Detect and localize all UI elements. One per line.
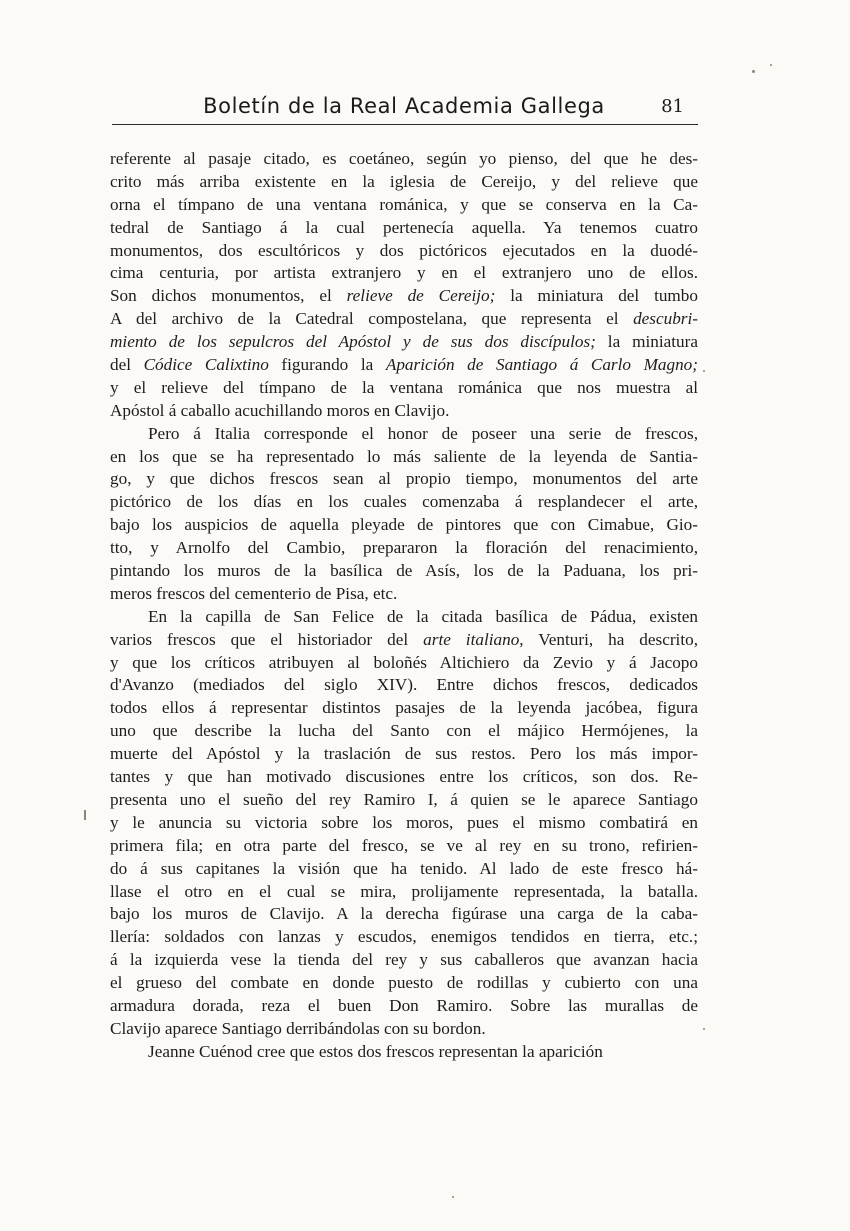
text-run: en los que se ha representado lo más saliente de la leyenda de Santia-: [110, 446, 698, 466]
text-run: tedral de Santiago á la cual pertenecía aquella. Ya tenemos cuatro: [110, 217, 698, 237]
text-line: [110, 308, 698, 331]
text-run: armadura dorada, reza el buen Don Ramiro. Sobre las murallas de: [110, 995, 698, 1015]
text-run: En la capilla de San Felice de la citada basílica de Pádua, existen: [148, 606, 698, 626]
text-run: y el relieve del tímpano de la ventana románica que nos muestra al: [110, 377, 698, 397]
text-run: Jeanne Cuénod cree que estos dos frescos representan la aparición: [148, 1041, 603, 1061]
header-rule: [112, 124, 698, 125]
text-run: Son dichos monumentos, el: [110, 286, 347, 306]
italic-text: Aparición de Santiago á Carlo Magno;: [385, 355, 698, 375]
text-line: [110, 217, 698, 240]
text-run: meros frescos del cementerio de Pisa, etc.: [110, 583, 398, 603]
text-line: [110, 377, 698, 400]
text-line: [110, 583, 698, 606]
page-number: 81: [661, 96, 684, 117]
text-line: [110, 537, 698, 560]
text-run: todos ellos á representar distintos pasajes de la leyenda jacóbea, figura: [110, 698, 698, 718]
text-run: bajo los auspicios de aquella pleyade de pintores que con Cimabue, Gio-: [110, 515, 698, 535]
text-run: tto, y Arnolfo del Cambio, prepararon la floración del renacimiento,: [110, 538, 698, 558]
scan-speck: [703, 370, 705, 372]
text-line: [110, 995, 698, 1018]
text-run: llase el otro en el cual se mira, prolijamente representada, la batalla.: [110, 881, 698, 901]
text-line: [110, 240, 698, 263]
text-run: bajo los muros de Clavijo. A la derecha figúrase una carga de la caba-: [110, 904, 698, 924]
text-line: [110, 491, 698, 514]
text-line: [110, 766, 698, 789]
text-line: [110, 354, 698, 377]
text-run: crito más arriba existente en la iglesia de Cereijo, y del relieve que: [110, 171, 698, 191]
text-line: [110, 949, 698, 972]
text-line: [110, 743, 698, 766]
text-run: pictórico de los días en los cuales comenzaba á resplandecer el arte,: [110, 492, 698, 512]
text-run: pintando los muros de la basílica de Asís, los de la Paduana, los pri-: [110, 561, 698, 581]
text-line: [110, 1041, 698, 1064]
text-run: Clavijo aparece Santiago derribándolas con su bordon.: [110, 1018, 486, 1038]
body-text: [110, 148, 698, 1064]
text-run: muerte del Apóstol y la traslación de sus restos. Pero los más impor-: [110, 744, 698, 764]
text-line: [110, 331, 698, 354]
text-run: á la izquierda vese la tienda del rey y sus caballeros que avanzan hacia: [110, 950, 698, 970]
text-line: [110, 926, 698, 949]
italic-text: arte italiano,: [423, 629, 524, 649]
text-line: [110, 400, 698, 423]
scan-speck: [452, 1196, 454, 1198]
text-run: llería: soldados con lanzas y escudos, enemigos tendidos en tierra, etc.;: [110, 927, 698, 947]
text-run: y le anuncia su victoria sobre los moros, pues el mismo combatirá en: [110, 812, 698, 832]
text-run: monumentos, dos escultóricos y dos pictóricos ejecutados en la duodé-: [110, 240, 698, 260]
text-run: la miniatura del tumbo: [495, 286, 698, 306]
scan-speck: [703, 1028, 705, 1030]
text-run: primera fila; en otra parte del fresco, se ve al rey en su trono, refirien-: [110, 835, 698, 855]
text-line: [110, 903, 698, 926]
text-line: [110, 835, 698, 858]
text-line: [110, 148, 698, 171]
text-line: [110, 560, 698, 583]
scan-mark: [84, 810, 86, 820]
running-head: [112, 92, 696, 126]
text-line: [110, 446, 698, 469]
text-line: [110, 789, 698, 812]
text-run: la miniatura: [595, 332, 698, 352]
text-run: Apóstol á caballo acuchillando moros en Clavijo.: [110, 400, 450, 420]
text-line: [110, 606, 698, 629]
text-run: el grueso del combate en donde puesto de rodillas y cubierto con una: [110, 973, 698, 993]
text-line: [110, 697, 698, 720]
text-line: [110, 194, 698, 217]
text-run: Venturi, ha descrito,: [523, 629, 698, 649]
text-run: varios frescos que el historiador del: [110, 629, 424, 649]
text-line: [110, 423, 698, 446]
text-line: [110, 171, 698, 194]
text-run: go, y que dichos frescos sean al propio tiempo, monumentos del arte: [110, 469, 698, 489]
italic-text: Códice Calixtino: [143, 355, 269, 375]
italic-text: descubri-: [633, 309, 698, 329]
text-run: A del archivo de la Catedral compostelana, que representa el: [110, 309, 634, 329]
text-run: do á sus capitanes la visión que ha tenido. Al lado de este fresco há-: [110, 858, 698, 878]
text-line: [110, 652, 698, 675]
text-run: figurando la: [268, 355, 386, 375]
text-line: [110, 1018, 698, 1041]
text-run: del: [110, 355, 144, 375]
scan-speck: [770, 64, 772, 66]
text-run: referente al pasaje citado, es coetáneo, según yo pienso, del que he des-: [110, 149, 698, 168]
text-line: [110, 514, 698, 537]
text-line: [110, 812, 698, 835]
text-line: [110, 720, 698, 743]
text-line: [110, 858, 698, 881]
text-run: tantes y que han motivado discusiones entre los críticos, son dos. Re-: [110, 767, 698, 787]
text-line: [110, 674, 698, 697]
text-line: [110, 881, 698, 904]
text-line: [110, 468, 698, 491]
italic-text: miento de los sepulcros del Apóstol y de sus dos discípulos;: [110, 332, 596, 352]
text-run: orna el tímpano de una ventana románica, y que se conserva en la Ca-: [110, 194, 698, 214]
text-line: [110, 285, 698, 308]
text-run: Pero á Italia corresponde el honor de poseer una serie de frescos,: [148, 423, 698, 443]
text-run: cima centuria, por artista extranjero y en el extranjero uno de ellos.: [110, 263, 698, 283]
text-run: presenta uno el sueño del rey Ramiro I, á quien se le aparece Santiago: [110, 789, 698, 809]
text-line: [110, 972, 698, 995]
text-run: d'Avanzo (mediados del siglo XIV). Entre dichos frescos, dedicados: [110, 675, 698, 695]
text-run: uno que describe la lucha del Santo con el májico Hermójenes, la: [110, 721, 698, 741]
italic-text: relieve de Cereijo;: [346, 286, 496, 306]
text-run: y que los críticos atribuyen al boloñés Altichiero da Zevio y á Jacopo: [110, 652, 698, 672]
journal-title: Boletín de la Real Academia Gallega: [203, 94, 605, 118]
text-line: [110, 262, 698, 285]
text-line: [110, 629, 698, 652]
scan-speck: [752, 70, 755, 73]
